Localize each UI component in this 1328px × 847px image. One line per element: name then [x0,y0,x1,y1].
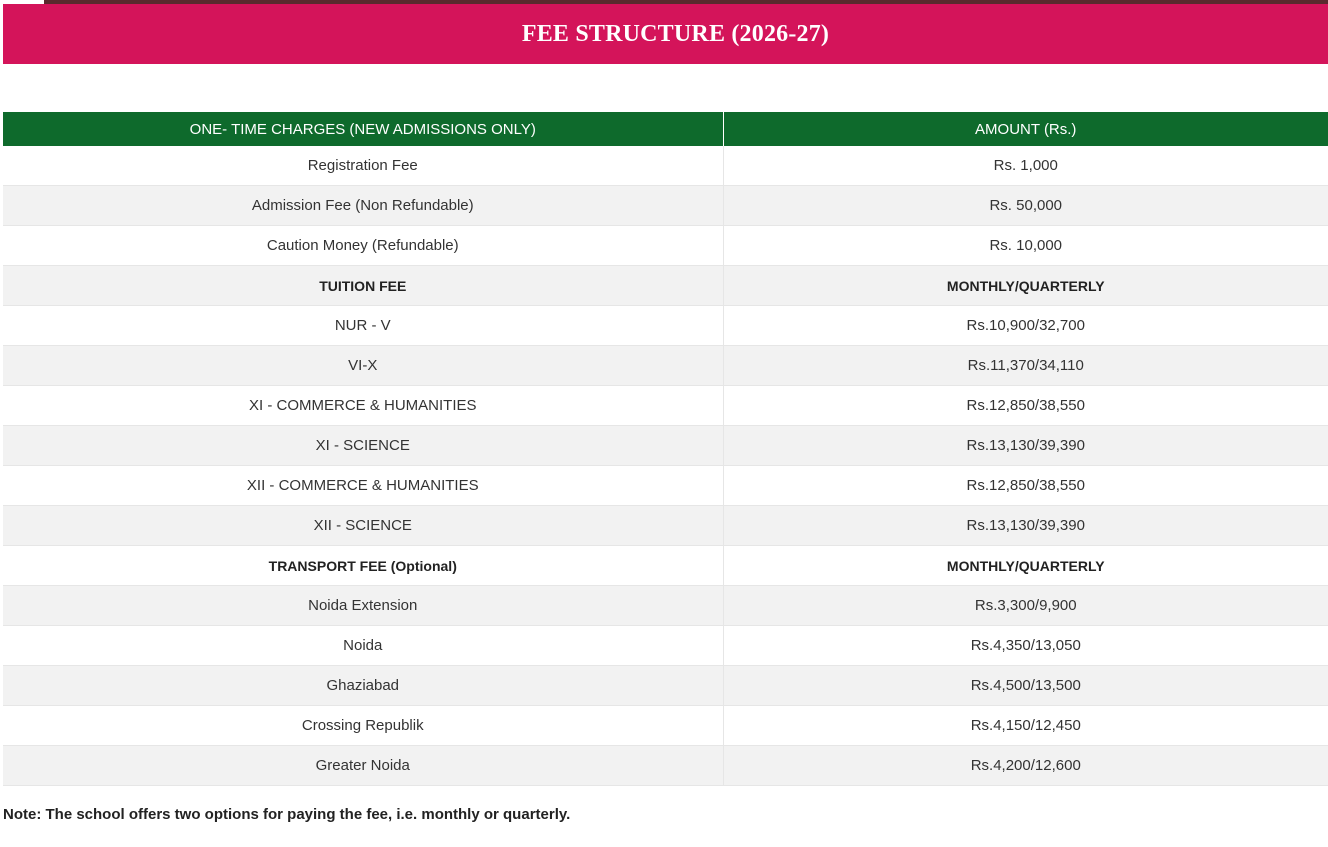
fee-item-label: Admission Fee (Non Refundable) [3,186,723,226]
fee-item-label: Noida Extension [3,586,723,626]
column-header-amount: AMOUNT (Rs.) [723,112,1328,146]
fee-amount: Rs.11,370/34,110 [723,346,1328,386]
table-row [3,386,1328,426]
table-body [3,146,1328,786]
section-period-label: MONTHLY/QUARTERLY [723,266,1328,306]
table-row [3,666,1328,706]
table-header-row [3,112,1328,146]
fee-item-label: Crossing Republik [3,706,723,746]
table-row [3,706,1328,746]
fee-item-label: Greater Noida [3,746,723,786]
fee-amount: Rs.13,130/39,390 [723,426,1328,466]
table-row [3,346,1328,386]
section-period-label: MONTHLY/QUARTERLY [723,546,1328,586]
fee-item-label: Caution Money (Refundable) [3,226,723,266]
fee-amount: Rs.4,150/12,450 [723,706,1328,746]
table-row [3,226,1328,266]
page-title: FEE STRUCTURE (2026-27) [521,20,830,47]
table-row [3,186,1328,226]
table-row [3,466,1328,506]
fee-amount: Rs.12,850/38,550 [723,386,1328,426]
section-title: TRANSPORT FEE (Optional) [3,546,723,586]
table-row [3,306,1328,346]
table-row [3,146,1328,186]
fee-item-label: XI - COMMERCE & HUMANITIES [3,386,723,426]
fee-amount: Rs.4,200/12,600 [723,746,1328,786]
fee-amount: Rs.3,300/9,900 [723,586,1328,626]
section-header-row [3,266,1328,306]
fee-amount: Rs.4,500/13,500 [723,666,1328,706]
payment-note: Note: The school offers two options for paying the fee, i.e. monthly or quarterly. [3,806,571,823]
table-row [3,506,1328,546]
fee-item-label: XII - SCIENCE [3,506,723,546]
fee-item-label: XI - SCIENCE [3,426,723,466]
table-row [3,626,1328,666]
fee-amount: Rs. 1,000 [723,146,1328,186]
fee-table [3,112,1328,786]
fee-amount: Rs.12,850/38,550 [723,466,1328,506]
section-header-row [3,546,1328,586]
table-row [3,426,1328,466]
table-row [3,586,1328,626]
fee-item-label: VI-X [3,346,723,386]
fee-amount: Rs.13,130/39,390 [723,506,1328,546]
table-row [3,746,1328,786]
fee-item-label: XII - COMMERCE & HUMANITIES [3,466,723,506]
fee-amount: Rs. 50,000 [723,186,1328,226]
fee-item-label: Noida [3,626,723,666]
fee-item-label: Ghaziabad [3,666,723,706]
fee-amount: Rs.10,900/32,700 [723,306,1328,346]
section-title: TUITION FEE [3,266,723,306]
fee-structure-banner [3,4,1328,64]
fee-amount: Rs. 10,000 [723,226,1328,266]
column-header-charges: ONE- TIME CHARGES (NEW ADMISSIONS ONLY) [3,112,723,146]
fee-item-label: Registration Fee [3,146,723,186]
fee-item-label: NUR - V [3,306,723,346]
fee-amount: Rs.4,350/13,050 [723,626,1328,666]
